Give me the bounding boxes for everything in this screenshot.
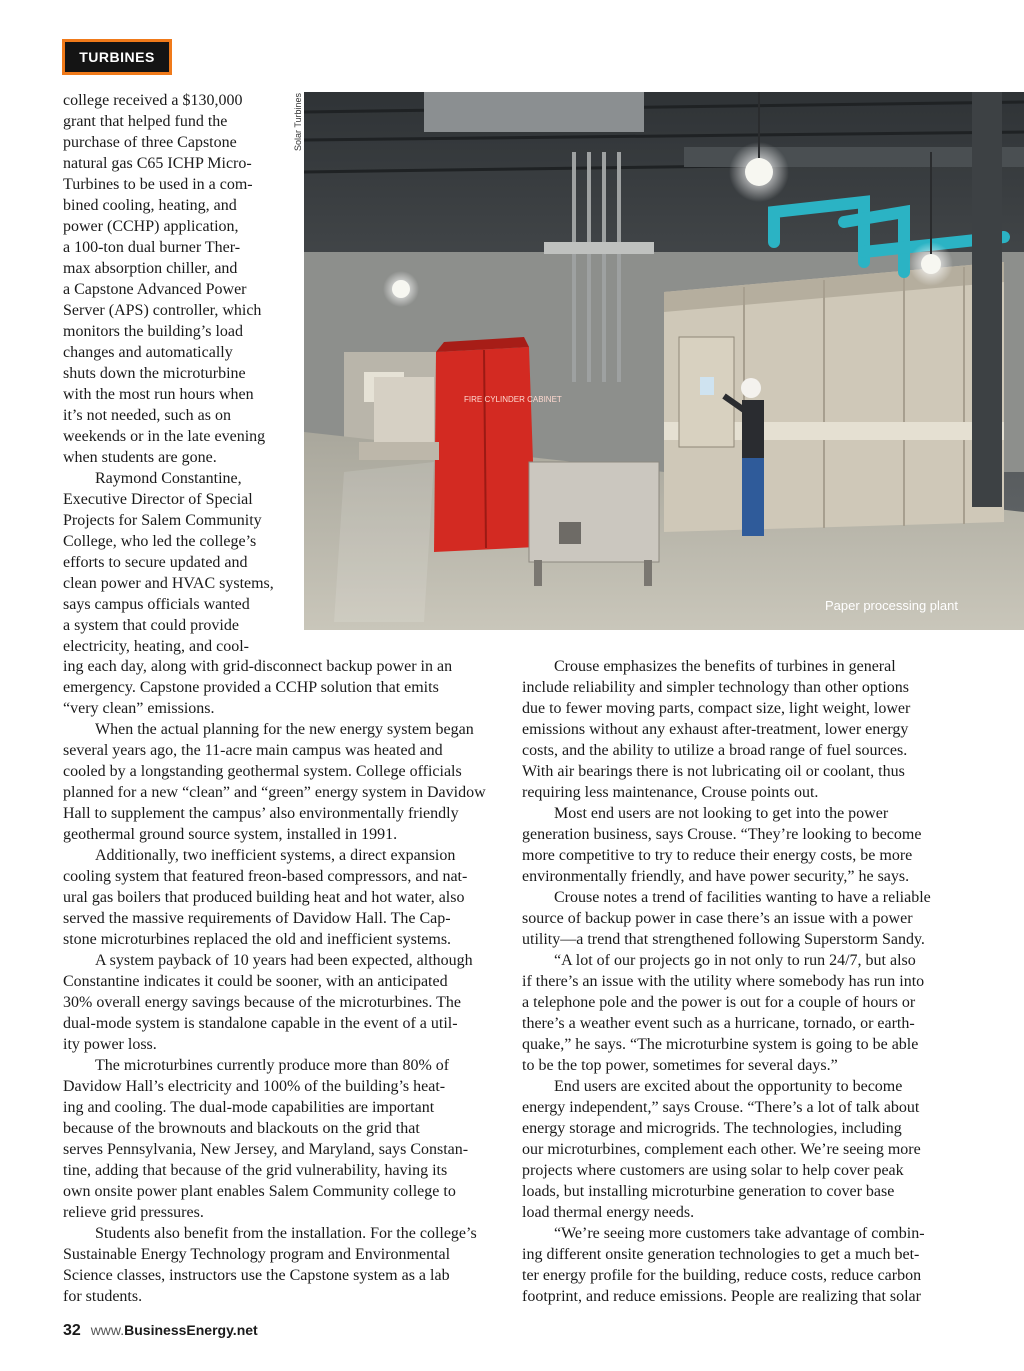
text-line: source of backup power in case there’s an issue with a power xyxy=(522,910,913,927)
text-line: emergency. Capstone provided a CCHP solution that emits xyxy=(63,679,439,696)
text-line: With air bearings there is not lubricating oil or coolant, thus xyxy=(522,763,905,780)
article-column-right xyxy=(522,656,962,1307)
text-line: power (CCHP) application, xyxy=(63,218,239,235)
text-line: “A lot of our projects go in not only to run 24/7, but also xyxy=(554,952,916,969)
plant-illustration xyxy=(304,92,1024,630)
text-line: utility—a trend that strengthened following Superstorm Sandy. xyxy=(522,931,925,948)
text-line: energy independent,” says Crouse. “There’s a lot of talk about xyxy=(522,1099,920,1116)
text-line: efforts to secure updated and xyxy=(63,554,248,571)
text-line: says campus officials wanted xyxy=(63,596,250,613)
text-line: emissions without any exhaust after-treatment, lower energy xyxy=(522,721,909,738)
cabinet-label: FIRE CYLINDER CABINET xyxy=(464,395,562,404)
text-line: Davidow Hall’s electricity and 100% of the building’s heat- xyxy=(63,1078,446,1095)
text-line: include reliability and simpler technology than other options xyxy=(522,679,910,696)
text-line: loads, but installing microturbine generation to cover base xyxy=(522,1183,895,1200)
section-label xyxy=(62,39,172,75)
text-line: because of the brownouts and blackouts on the grid that xyxy=(63,1120,420,1137)
text-line: bined cooling, heating, and xyxy=(63,197,237,214)
text-line: geothermal ground source system, installed in 1991. xyxy=(63,826,398,843)
text-line: Constantine indicates it could be sooner, with an anticipated xyxy=(63,973,448,990)
text-line: costs, and the ability to utilize a broad range of fuel sources. xyxy=(522,742,908,759)
text-line: ing each day, along with grid-disconnect backup power in an xyxy=(63,658,453,675)
text-line: Students also benefit from the installation. For the college’s xyxy=(95,1225,477,1242)
text-line: own onsite power plant enables Salem Community college to xyxy=(63,1183,456,1200)
text-line: for students. xyxy=(63,1288,143,1305)
text-line: Crouse emphasizes the benefits of turbines in general xyxy=(554,658,896,675)
text-line: purchase of three Capstone xyxy=(63,134,237,151)
text-line: changes and automatically xyxy=(63,344,233,361)
text-line: Server (APS) controller, which xyxy=(63,302,262,319)
text-line: clean power and HVAC systems, xyxy=(63,575,274,592)
text-line: planned for a new “clean” and “green” energy system in Davidow xyxy=(63,784,486,801)
text-line: relieve grid pressures. xyxy=(63,1204,204,1221)
text-line: energy storage and microgrids. The technologies, including xyxy=(522,1120,902,1137)
website-prefix: www. xyxy=(90,1322,125,1338)
text-line: more competitive to try to reduce their energy costs, be more xyxy=(522,847,913,864)
text-line: Turbines to be used in a com- xyxy=(63,176,253,193)
text-line: served the massive requirements of Davidow Hall. The Cap- xyxy=(63,910,451,927)
text-line: a system that could provide xyxy=(63,617,239,634)
text-line: Sustainable Energy Technology program and Environmental xyxy=(63,1246,451,1263)
photo-credit-text: Solar Turbines xyxy=(293,92,303,152)
text-line: a Capstone Advanced Power xyxy=(63,281,247,298)
text-line: our microturbines, complement each other. We’re seeing more xyxy=(522,1141,921,1158)
text-line: cooling system that featured freon-based compressors, and nat- xyxy=(63,868,468,885)
text-line: quake,” he says. “The microturbine system is going to be able xyxy=(522,1036,919,1053)
text-line: serves Pennsylvania, New Jersey, and Maryland, says Constan- xyxy=(63,1141,469,1158)
text-line: footprint, and reduce emissions. People are realizing that solar xyxy=(522,1288,921,1305)
text-line: Most end users are not looking to get into the power xyxy=(554,805,889,822)
text-line: Hall to supplement the campus’ also environmentally friendly xyxy=(63,805,459,822)
text-line: Executive Director of Special xyxy=(63,491,253,508)
text-line: requiring less maintenance, Crouse points out. xyxy=(522,784,819,801)
section-label-text: TURBINES xyxy=(79,49,155,65)
text-line: Projects for Salem Community xyxy=(63,512,262,529)
text-line: a telephone pole and the power is out for a couple of hours or xyxy=(522,994,916,1011)
text-line: 30% overall energy savings because of the microturbines. The xyxy=(63,994,461,1011)
website-link[interactable] xyxy=(91,1322,258,1338)
text-line: ing and cooling. The dual-mode capabilities are important xyxy=(63,1099,435,1116)
text-line: due to fewer moving parts, compact size, light weight, lower xyxy=(522,700,911,717)
text-line: projects where customers are using solar to help cover peak xyxy=(522,1162,904,1179)
text-line: shuts down the microturbine xyxy=(63,365,246,382)
text-line: max absorption chiller, and xyxy=(63,260,238,277)
text-line: ing different onsite generation technologies to get a much bet- xyxy=(522,1246,920,1263)
text-line: stone microturbines replaced the old and inefficient systems. xyxy=(63,931,452,948)
text-line: dual-mode system is standalone capable in the event of a util- xyxy=(63,1015,458,1032)
text-line: ural gas boilers that produced building heat and hot water, also xyxy=(63,889,465,906)
text-line: End users are excited about the opportunity to become xyxy=(554,1078,903,1095)
text-line: grant that helped fund the xyxy=(63,113,228,130)
article-photo xyxy=(304,92,1024,630)
text-line: The microturbines currently produce more than 80% of xyxy=(95,1057,450,1074)
text-line: Science classes, instructors use the Capstone system as a lab xyxy=(63,1267,450,1284)
text-line: environmentally friendly, and have power security,” he says. xyxy=(522,868,910,885)
text-line: tine, adding that because of the grid vulnerability, having its xyxy=(63,1162,448,1179)
text-line: it’s not needed, such as on xyxy=(63,407,231,424)
text-line: weekends or in the late evening xyxy=(63,428,266,445)
page-number: 32 xyxy=(63,1322,81,1339)
text-line: “We’re seeing more customers take advantage of combin- xyxy=(554,1225,925,1242)
text-line: A system payback of 10 years had been expected, although xyxy=(95,952,473,969)
text-line: to be the top power, sometimes for several days.” xyxy=(522,1057,838,1074)
photo-caption: Paper processing plant xyxy=(825,598,958,613)
text-line: several years ago, the 11-acre main campus was heated and xyxy=(63,742,443,759)
text-line: a 100-ton dual burner Ther- xyxy=(63,239,241,256)
text-line: When the actual planning for the new energy system began xyxy=(95,721,474,738)
text-line: College, who led the college’s xyxy=(63,533,257,550)
text-line: ter energy profile for the building, reduce costs, reduce carbon xyxy=(522,1267,922,1284)
text-line: Crouse notes a trend of facilities wanting to have a reliable xyxy=(554,889,931,906)
article-column-left-narrow xyxy=(63,90,295,657)
text-line: monitors the building’s load xyxy=(63,323,243,340)
text-line: when students are gone. xyxy=(63,449,217,466)
text-line: Raymond Constantine, xyxy=(95,470,242,487)
text-line: if there’s an issue with the utility where somebody has run into xyxy=(522,973,925,990)
text-line: ity power loss. xyxy=(63,1036,157,1053)
text-line: cooled by a longstanding geothermal system. College officials xyxy=(63,763,462,780)
text-line: Additionally, two inefficient systems, a direct expansion xyxy=(95,847,456,864)
text-line: natural gas C65 ICHP Micro- xyxy=(63,155,252,172)
website-name: BusinessEnergy.net xyxy=(124,1322,258,1338)
page-footer xyxy=(63,1322,258,1340)
text-line: college received a $130,000 xyxy=(63,92,243,109)
text-line: load thermal energy needs. xyxy=(522,1204,695,1221)
text-line: generation business, says Crouse. “They’re looking to become xyxy=(522,826,922,843)
text-line: there’s a weather event such as a hurricane, tornado, or earth- xyxy=(522,1015,915,1032)
text-line: electricity, heating, and cool- xyxy=(63,638,249,655)
text-line: “very clean” emissions. xyxy=(63,700,215,717)
article-column-left-wide xyxy=(63,656,505,1307)
text-line: with the most run hours when xyxy=(63,386,254,403)
